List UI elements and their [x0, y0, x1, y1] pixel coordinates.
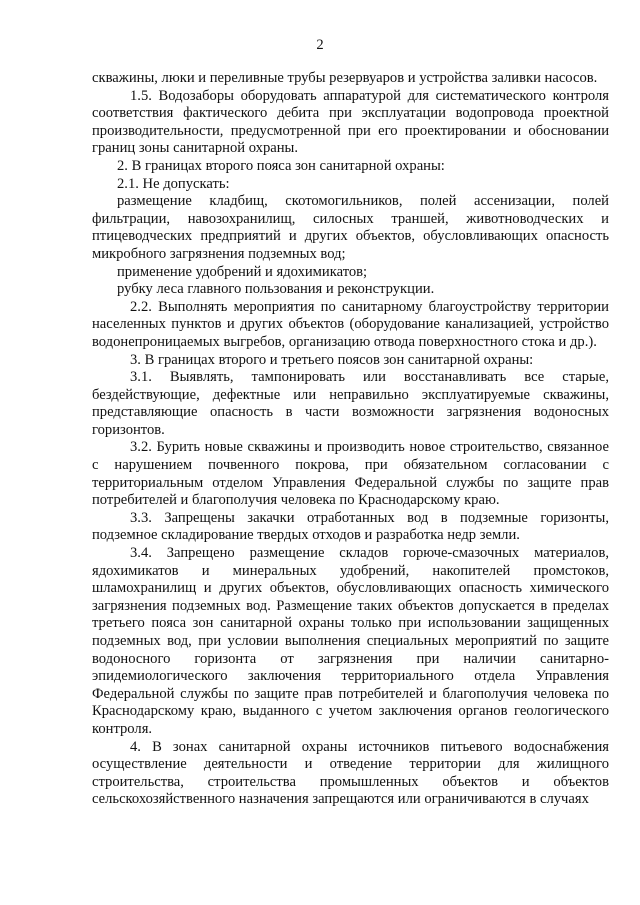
document-body — [92, 70, 609, 809]
paragraph-3-1: 3.1. Выявлять, тампонировать или восстанавливать все старые, бездействующие, дефектные или неправильно эксплуатируемые скважины, представляющие опасность в части возможности загрязнения водоносных горизонтов. — [92, 369, 609, 438]
paragraph-2-1-item-1: размещение кладбищ, скотомогильников, полей ассенизации, полей фильтрации, навозохранилищ, силосных траншей, животноводческих и птицеводческих предприятий и других объектов, обусловливающих опасность микробного загрязнения подземных вод; — [92, 193, 609, 262]
paragraph-2-1-item-3: рубку леса главного пользования и реконструкции. — [117, 281, 435, 298]
page-number: 2 — [316, 37, 324, 53]
paragraph-2-1: 2.1. Не допускать: — [117, 175, 230, 192]
paragraph-2-2: 2.2. Выполнять мероприятия по санитарному благоустройству территории населенных пунктов и других объектов (оборудование канализацией, устройство водонепроницаемых выгребов, организацию отвода поверхностного стока и др.). — [92, 298, 609, 350]
paragraph-2: 2. В границах второго пояса зон санитарной охраны: — [117, 157, 445, 174]
paragraph-3: 3. В границах второго и третьего поясов зон санитарной охраны: — [130, 351, 534, 368]
paragraph-3-4: 3.4. Запрещено размещение складов горюче-смазочных материалов, ядохимикатов и минеральных удобрений, накопителей промстоков, шламохранилищ и других объектов, обусловливающих опасность химического загрязнения подземных вод. Размещение таких объектов допускается в пределах третьего пояса зон санитарной охраны только при использовании защищенных подземных вод, при условии выполнения специальных мероприятий по защите водоносного горизонта от загрязнения при наличии санитарно-эпидемиологического заключения территориального отдела Управления Федеральной службы по защите прав потребителей и благополучия человека по Краснодарскому краю, выданного с учетом заключения органов геологического контроля. — [92, 545, 609, 737]
paragraph-2-1-item-2: применение удобрений и ядохимикатов; — [117, 263, 368, 280]
paragraph-3-3: 3.3. Запрещены закачки отработанных вод в подземные горизонты, подземное складирование твердых отходов и разработка недр земли. — [92, 509, 609, 544]
paragraph-1-5: 1.5. Водозаборы оборудовать аппаратурой для систематического контроля соответствия фактического дебита при эксплуатации водопровода проектной производительности, предусмотренной при его проектировании и обосновании границ зоны санитарной охраны. — [92, 87, 609, 157]
paragraph-continuation: скважины, люки и переливные трубы резервуаров и устройства заливки насосов. — [92, 70, 598, 86]
paragraph-3-2: 3.2. Бурить новые скважины и производить новое строительство, связанное с нарушением почвенного покрова, при обязательном согласовании с территориальным отделом Управления Федеральной службы по защите прав потребителей и благополучия человека по Краснодарскому краю. — [92, 439, 609, 509]
paragraph-4: 4. В зонах санитарной охраны источников питьевого водоснабжения осуществление деятельности и отведение территории для жилищного строительства, строительства промышленных объектов и объектов сельскохозяйственного назначения запрещаются или ограничиваются в случаях — [92, 738, 609, 808]
